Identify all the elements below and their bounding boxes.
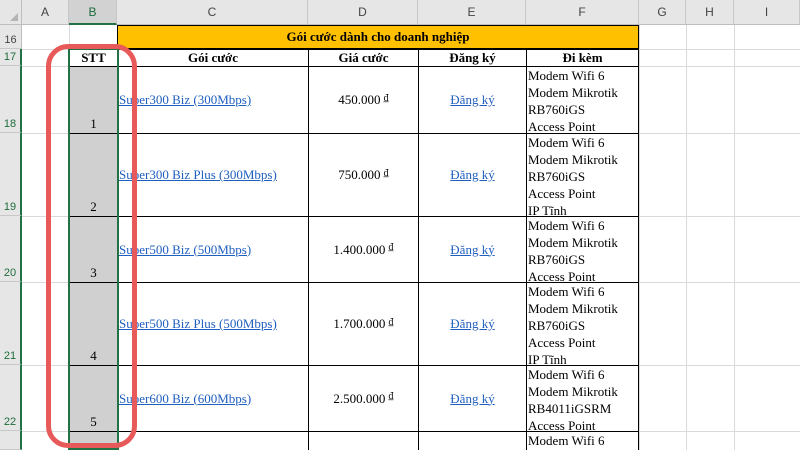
included-cell[interactable] (526, 431, 639, 450)
row-header-20[interactable]: 20 (0, 216, 22, 282)
column-header-h[interactable]: H (686, 0, 734, 25)
register-cell[interactable] (418, 216, 527, 283)
stt-value: 3 (90, 265, 97, 280)
header-price: Giá cước (308, 49, 419, 67)
header-register: Đăng ký (418, 49, 527, 67)
included-item: Access Point (528, 186, 596, 201)
row-header-21[interactable]: 21 (0, 282, 22, 365)
package-cell[interactable] (117, 133, 309, 217)
column-header-a[interactable]: A (22, 0, 69, 25)
package-link[interactable]: Super500 Biz Plus (500Mbps) (119, 316, 277, 331)
package-link[interactable]: Super600 Biz (600Mbps) (119, 390, 252, 406)
included-item: IP Tĩnh (528, 352, 567, 366)
package-link[interactable]: Super300 Biz (300Mbps) (119, 92, 252, 107)
price-cell[interactable] (308, 66, 419, 134)
price-value: 750.000 (338, 167, 381, 182)
stt-value: 1 (90, 116, 97, 131)
package-link[interactable]: Super300 Biz Plus (300Mbps) (119, 167, 277, 182)
stt-cell[interactable] (69, 431, 118, 450)
package-cell[interactable] (117, 431, 309, 450)
included-item: Modem Wifi 6 (528, 135, 605, 150)
column-header-f[interactable]: F (526, 0, 639, 25)
row-header-18[interactable]: 18 (0, 66, 22, 133)
stt-cell[interactable] (69, 66, 118, 134)
included-item: RB760iGS (528, 169, 586, 184)
price-cell[interactable] (308, 365, 419, 432)
register-cell[interactable] (418, 282, 527, 366)
currency-symbol: ₫ (388, 242, 394, 253)
stt-cell[interactable] (69, 365, 118, 432)
currency-symbol: ₫ (383, 167, 389, 179)
included-cell[interactable] (526, 133, 639, 217)
select-all-corner[interactable] (0, 0, 22, 25)
currency-symbol: ₫ (388, 316, 394, 328)
included-item: Access Point (528, 335, 596, 350)
row-header-17[interactable]: 17 (0, 49, 22, 66)
header-package: Gói cước (117, 49, 309, 67)
included-item: Modem Mikrotik (528, 235, 618, 250)
included-item: Modem Wifi 6 (528, 433, 605, 448)
price-cell[interactable] (308, 431, 419, 450)
register-link[interactable]: Đăng ký (450, 92, 495, 107)
price-cell[interactable] (308, 282, 419, 366)
included-item: Modem Wifi 6 (528, 218, 605, 233)
included-item: Access Point (528, 418, 596, 432)
stt-cell[interactable] (69, 282, 118, 366)
column-header-g[interactable]: G (639, 0, 686, 25)
row-header-16[interactable]: 16 (0, 25, 22, 49)
included-cell[interactable] (526, 216, 639, 283)
register-cell[interactable] (418, 431, 527, 450)
register-link[interactable]: Đăng ký (450, 241, 495, 257)
package-cell[interactable] (117, 365, 309, 432)
stt-value: 5 (90, 414, 97, 429)
included-item: Access Point (528, 119, 596, 134)
package-cell[interactable] (117, 282, 309, 366)
price-cell[interactable] (308, 133, 419, 217)
included-item: RB760iGS (528, 102, 586, 117)
included-item: Modem Mikrotik (528, 85, 618, 100)
included-item: RB760iGS (528, 252, 586, 267)
included-item: Modem Wifi 6 (528, 284, 605, 299)
included-item: Access Point (528, 269, 596, 283)
column-header-b[interactable]: B (69, 0, 117, 25)
table-title: Gói cước dành cho doanh nghiệp (117, 25, 639, 49)
column-header-i[interactable]: I (734, 0, 800, 25)
included-item: RB760iGS (528, 318, 586, 333)
row-header-22[interactable]: 22 (0, 365, 22, 431)
column-header-e[interactable]: E (418, 0, 526, 25)
included-cell[interactable] (526, 365, 639, 432)
included-item: RB4011iGSRM (528, 401, 612, 416)
price-value: 450.000 (338, 92, 381, 107)
price-cell[interactable] (308, 216, 419, 283)
price-value: 1.400.000 (333, 241, 386, 257)
stt-cell[interactable] (69, 133, 118, 217)
currency-symbol: ₫ (383, 92, 389, 104)
included-cell[interactable] (526, 66, 639, 134)
package-link[interactable]: Super500 Biz (500Mbps) (119, 241, 252, 257)
header-included: Đi kèm (526, 49, 639, 67)
stt-value: 4 (90, 348, 97, 363)
register-cell[interactable] (418, 365, 527, 432)
price-value: 2.500.000 (333, 390, 386, 406)
stt-value: 2 (90, 199, 97, 214)
column-header-c[interactable]: C (117, 0, 308, 25)
price-value: 1.700.000 (333, 316, 386, 331)
header-stt: STT (69, 49, 118, 67)
register-link[interactable]: Đăng ký (450, 167, 495, 182)
register-cell[interactable] (418, 66, 527, 134)
package-cell[interactable] (117, 216, 309, 283)
currency-symbol: ₫ (388, 391, 394, 402)
row-header-19[interactable]: 19 (0, 133, 22, 216)
package-cell[interactable] (117, 66, 309, 134)
included-cell[interactable] (526, 282, 639, 366)
included-item: Modem Mikrotik (528, 384, 618, 399)
register-cell[interactable] (418, 133, 527, 217)
included-item: Modem Wifi 6 (528, 367, 605, 382)
included-item: IP Tĩnh (528, 203, 567, 217)
row-header-23[interactable] (0, 431, 22, 450)
register-link[interactable]: Đăng ký (450, 390, 495, 406)
included-item: Modem Mikrotik (528, 301, 618, 316)
included-item: Modem Wifi 6 (528, 68, 605, 83)
column-header-d[interactable]: D (308, 0, 418, 25)
included-item: Modem Mikrotik (528, 152, 618, 167)
stt-cell[interactable] (69, 216, 118, 283)
register-link[interactable]: Đăng ký (450, 316, 495, 331)
